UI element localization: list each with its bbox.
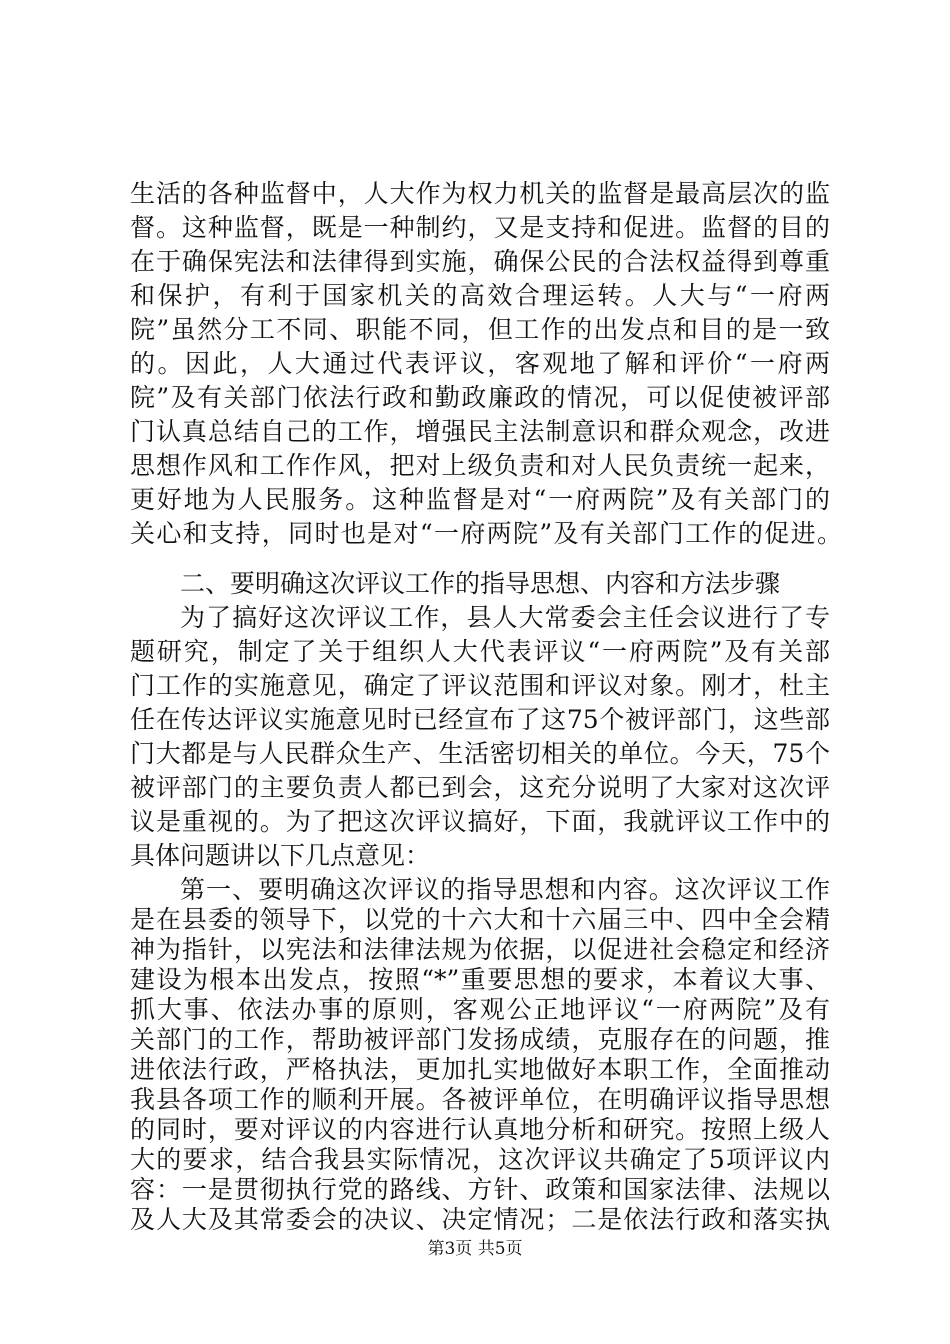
text-line: 神为指针，以宪法和法律法规为依据，以促进社会稳定和经济	[130, 935, 830, 964]
text-line: 院”及有关部门依法行政和勤政廉政的情况，可以促使被评部	[130, 383, 830, 412]
text-line: 生活的各种监督中，人大作为权力机关的监督是最高层次的监	[130, 179, 830, 208]
text-line: 议是重视的。为了把这次评议搞好，下面，我就评议工作中的	[130, 807, 830, 836]
section-heading: 二、要明确这次评议工作的指导思想、内容和方法步骤	[180, 569, 781, 598]
text-line: 督。这种监督，既是一种制约，又是支持和促进。监督的目的	[130, 213, 830, 242]
text-line: 具体问题讲以下几点意见：	[130, 841, 431, 870]
text-line: 题研究，制定了关于组织人大代表评议“一府两院”及有关部	[130, 637, 830, 666]
text-line: 关部门的工作，帮助被评部门发扬成绩，克服存在的问题，推	[130, 1025, 830, 1054]
text-line: 门大都是与人民群众生产、生活密切相关的单位。今天，75个	[130, 739, 830, 768]
text-line: 院”虽然分工不同、职能不同，但工作的出发点和目的是一致	[130, 315, 830, 344]
page-number-footer: 第3页 共5页	[427, 1239, 523, 1259]
text-line: 关心和支持，同时也是对“一府两院”及有关部门工作的促进。	[130, 519, 842, 548]
text-line: 更好地为人民服务。这种监督是对“一府两院”及有关部门的	[130, 485, 830, 514]
text-line: 进依法行政，严格执法，更加扎实地做好本职工作，全面推动	[130, 1055, 830, 1084]
text-line: 抓大事、依法办事的原则，客观公正地评议“一府两院”及有	[130, 995, 830, 1024]
text-line: 任在传达评议实施意见时已经宣布了这75个被评部门，这些部	[130, 705, 830, 734]
text-line: 门工作的实施意见，确定了评议范围和评议对象。刚才，杜主	[130, 671, 830, 700]
text-line: 门认真总结自己的工作，增强民主法制意识和群众观念，改进	[130, 417, 830, 446]
text-line: 思想作风和工作作风，把对上级负责和对人民负责统一起来，	[130, 451, 830, 480]
text-line: 为了搞好这次评议工作，县人大常委会主任会议进行了专	[180, 603, 830, 632]
text-line: 容：一是贯彻执行党的路线、方针、政策和国家法律、法规以	[130, 1175, 830, 1204]
text-line: 被评部门的主要负责人都已到会，这充分说明了大家对这次评	[130, 773, 830, 802]
text-line: 是在县委的领导下，以党的十六大和十六届三中、四中全会精	[130, 905, 830, 934]
text-line: 建设为根本出发点，按照“*”重要思想的要求，本着议大事、	[130, 965, 830, 994]
text-line: 的。因此，人大通过代表评议，客观地了解和评价“一府两	[130, 349, 830, 378]
text-line: 我县各项工作的顺利开展。各被评单位，在明确评议指导思想	[130, 1085, 830, 1114]
text-line: 及人大及其常委会的决议、决定情况；二是依法行政和落实执	[130, 1205, 830, 1234]
text-line: 大的要求，结合我县实际情况，这次评议共确定了5项评议内	[130, 1145, 830, 1174]
text-line: 和保护，有利于国家机关的高效合理运转。人大与“一府两	[130, 281, 830, 310]
text-line: 在于确保宪法和法律得到实施，确保公民的合法权益得到尊重	[130, 247, 830, 276]
text-line: 第一、要明确这次评议的指导思想和内容。这次评议工作	[180, 875, 830, 904]
text-line: 的同时，要对评议的内容进行认真地分析和研究。按照上级人	[130, 1115, 830, 1144]
